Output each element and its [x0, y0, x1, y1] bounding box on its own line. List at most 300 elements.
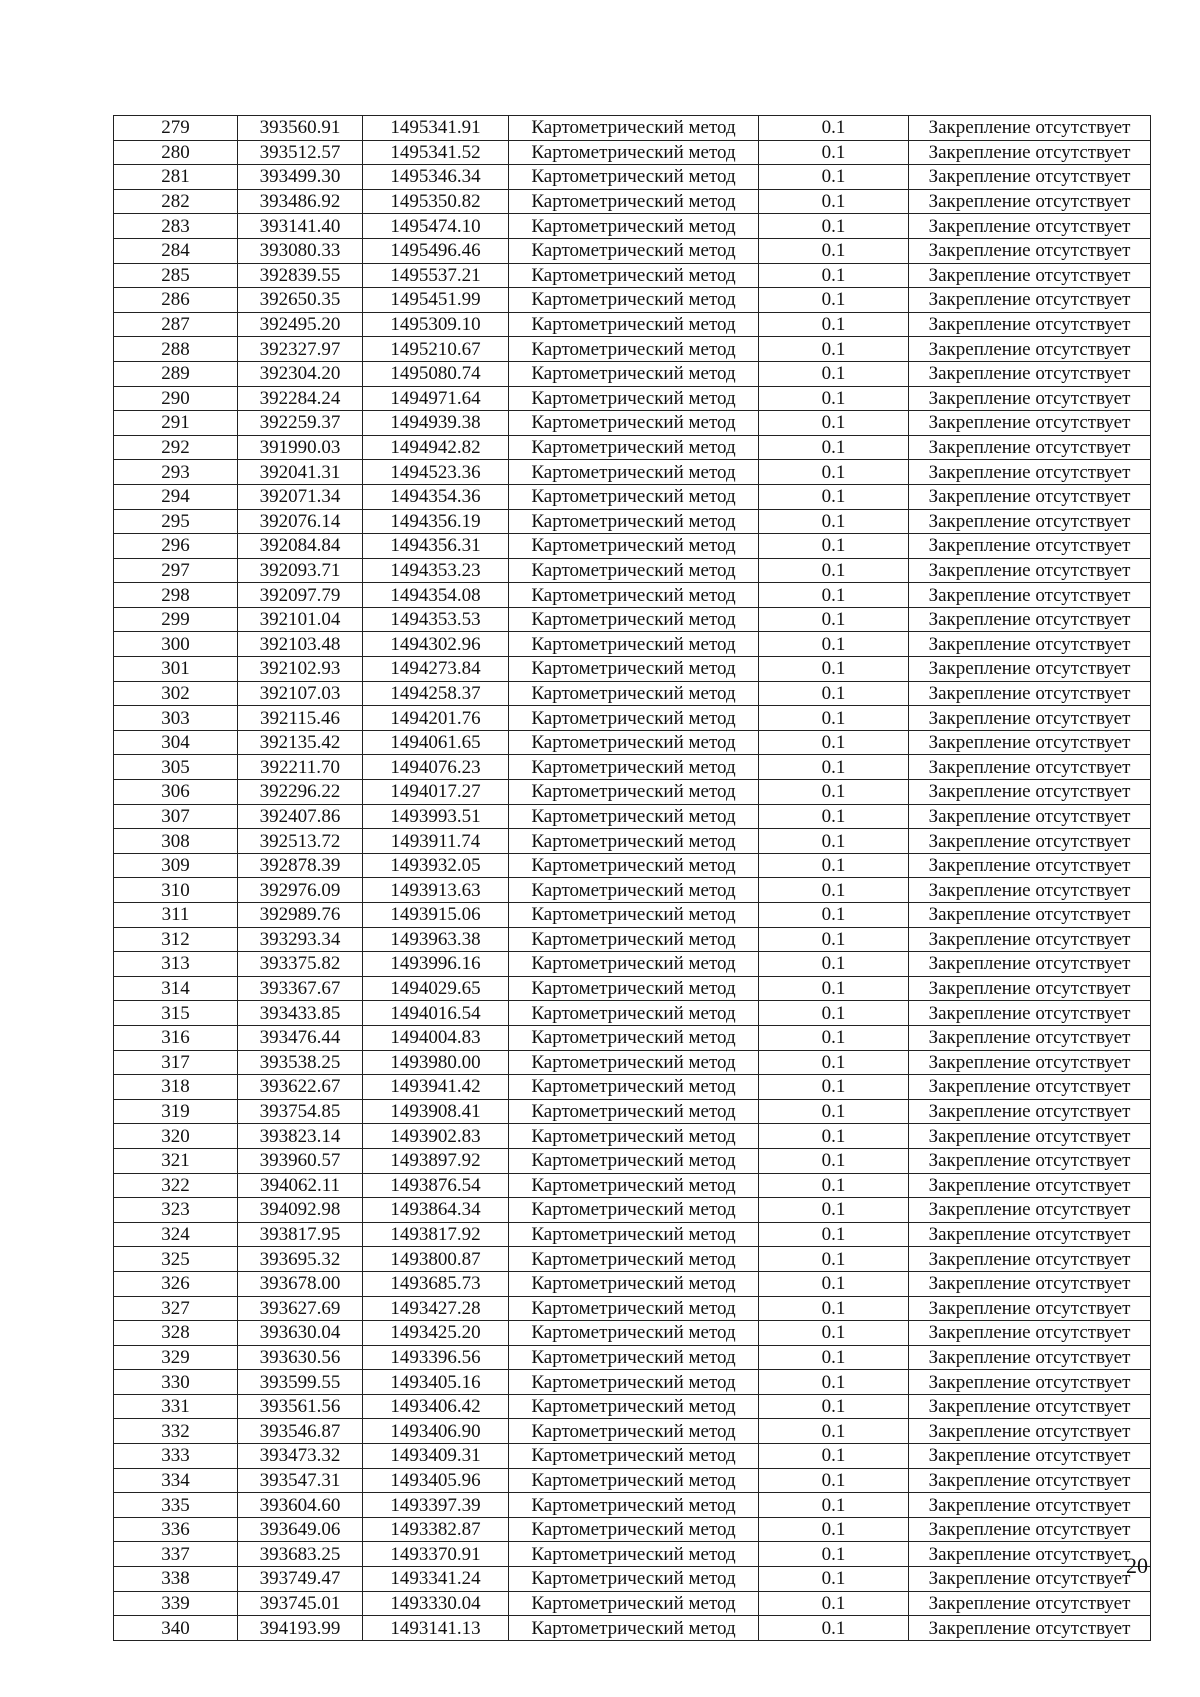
y-coordinate-cell: 1494029.65 — [363, 976, 509, 1001]
x-coordinate-cell: 392093.71 — [238, 558, 363, 583]
fixation-cell: Закрепление отсутствует — [909, 1345, 1151, 1370]
fixation-cell: Закрепление отсутствует — [909, 755, 1151, 780]
y-coordinate-cell: 1495474.10 — [363, 214, 509, 239]
y-coordinate-cell: 1495309.10 — [363, 312, 509, 337]
point-number-cell: 317 — [114, 1050, 238, 1075]
fixation-cell: Закрепление отсутствует — [909, 1148, 1151, 1173]
table-row — [114, 706, 1151, 731]
accuracy-cell: 0.1 — [759, 189, 909, 214]
x-coordinate-cell: 392135.42 — [238, 730, 363, 755]
x-coordinate-cell: 393293.34 — [238, 927, 363, 952]
method-cell: Картометрический метод — [509, 1148, 759, 1173]
point-number-cell: 326 — [114, 1271, 238, 1296]
y-coordinate-cell: 1495210.67 — [363, 337, 509, 362]
fixation-cell: Закрепление отсутствует — [909, 1247, 1151, 1272]
y-coordinate-cell: 1493141.13 — [363, 1616, 509, 1641]
fixation-cell: Закрепление отсутствует — [909, 411, 1151, 436]
fixation-cell: Закрепление отсутствует — [909, 1222, 1151, 1247]
accuracy-cell: 0.1 — [759, 1296, 909, 1321]
point-number-cell: 299 — [114, 607, 238, 632]
table-row — [114, 1247, 1151, 1272]
y-coordinate-cell: 1494258.37 — [363, 681, 509, 706]
point-number-cell: 292 — [114, 435, 238, 460]
table-row — [114, 484, 1151, 509]
x-coordinate-cell: 393754.85 — [238, 1099, 363, 1124]
fixation-cell: Закрепление отсутствует — [909, 558, 1151, 583]
x-coordinate-cell: 393745.01 — [238, 1591, 363, 1616]
y-coordinate-cell: 1493800.87 — [363, 1247, 509, 1272]
method-cell: Картометрический метод — [509, 484, 759, 509]
method-cell: Картометрический метод — [509, 632, 759, 657]
x-coordinate-cell: 392084.84 — [238, 534, 363, 559]
fixation-cell: Закрепление отсутствует — [909, 780, 1151, 805]
x-coordinate-cell: 392327.97 — [238, 337, 363, 362]
point-number-cell: 336 — [114, 1517, 238, 1542]
table-row — [114, 1468, 1151, 1493]
table-row — [114, 1493, 1151, 1518]
table-row — [114, 558, 1151, 583]
point-number-cell: 321 — [114, 1148, 238, 1173]
point-number-cell: 327 — [114, 1296, 238, 1321]
y-coordinate-cell: 1493427.28 — [363, 1296, 509, 1321]
accuracy-cell: 0.1 — [759, 263, 909, 288]
y-coordinate-cell: 1493908.41 — [363, 1099, 509, 1124]
method-cell: Картометрический метод — [509, 976, 759, 1001]
point-number-cell: 287 — [114, 312, 238, 337]
fixation-cell: Закрепление отсутствует — [909, 903, 1151, 928]
point-number-cell: 325 — [114, 1247, 238, 1272]
y-coordinate-cell: 1494942.82 — [363, 435, 509, 460]
fixation-cell: Закрепление отсутствует — [909, 681, 1151, 706]
table-row — [114, 804, 1151, 829]
y-coordinate-cell: 1493993.51 — [363, 804, 509, 829]
method-cell: Картометрический метод — [509, 1567, 759, 1592]
accuracy-cell: 0.1 — [759, 583, 909, 608]
table-row — [114, 435, 1151, 460]
fixation-cell: Закрепление отсутствует — [909, 1173, 1151, 1198]
point-number-cell: 306 — [114, 780, 238, 805]
accuracy-cell: 0.1 — [759, 1542, 909, 1567]
method-cell: Картометрический метод — [509, 1616, 759, 1641]
accuracy-cell: 0.1 — [759, 509, 909, 534]
fixation-cell: Закрепление отсутствует — [909, 927, 1151, 952]
table-row — [114, 1148, 1151, 1173]
fixation-cell: Закрепление отсутствует — [909, 1542, 1151, 1567]
x-coordinate-cell: 393499.30 — [238, 165, 363, 190]
fixation-cell: Закрепление отсутствует — [909, 853, 1151, 878]
table-row — [114, 1444, 1151, 1469]
method-cell: Картометрический метод — [509, 1468, 759, 1493]
method-cell: Картометрический метод — [509, 730, 759, 755]
x-coordinate-cell: 392878.39 — [238, 853, 363, 878]
table-row — [114, 976, 1151, 1001]
point-number-cell: 291 — [114, 411, 238, 436]
point-number-cell: 286 — [114, 288, 238, 313]
method-cell: Картометрический метод — [509, 1345, 759, 1370]
table-row — [114, 952, 1151, 977]
x-coordinate-cell: 393817.95 — [238, 1222, 363, 1247]
accuracy-cell: 0.1 — [759, 312, 909, 337]
fixation-cell: Закрепление отсутствует — [909, 238, 1151, 263]
accuracy-cell: 0.1 — [759, 1591, 909, 1616]
point-number-cell: 300 — [114, 632, 238, 657]
point-number-cell: 307 — [114, 804, 238, 829]
fixation-cell: Закрепление отсутствует — [909, 1001, 1151, 1026]
fixation-cell: Закрепление отсутствует — [909, 1394, 1151, 1419]
fixation-cell: Закрепление отсутствует — [909, 657, 1151, 682]
y-coordinate-cell: 1495346.34 — [363, 165, 509, 190]
method-cell: Картометрический метод — [509, 1419, 759, 1444]
point-number-cell: 320 — [114, 1124, 238, 1149]
method-cell: Картометрический метод — [509, 607, 759, 632]
table-row — [114, 780, 1151, 805]
method-cell: Картометрический метод — [509, 140, 759, 165]
fixation-cell: Закрепление отсутствует — [909, 1468, 1151, 1493]
point-number-cell: 281 — [114, 165, 238, 190]
point-number-cell: 282 — [114, 189, 238, 214]
accuracy-cell: 0.1 — [759, 1321, 909, 1346]
point-number-cell: 340 — [114, 1616, 238, 1641]
accuracy-cell: 0.1 — [759, 681, 909, 706]
accuracy-cell: 0.1 — [759, 460, 909, 485]
accuracy-cell: 0.1 — [759, 952, 909, 977]
method-cell: Картометрический метод — [509, 189, 759, 214]
y-coordinate-cell: 1494004.83 — [363, 1025, 509, 1050]
y-coordinate-cell: 1494353.23 — [363, 558, 509, 583]
accuracy-cell: 0.1 — [759, 829, 909, 854]
fixation-cell: Закрепление отсутствует — [909, 263, 1151, 288]
accuracy-cell: 0.1 — [759, 1370, 909, 1395]
table-row — [114, 1173, 1151, 1198]
accuracy-cell: 0.1 — [759, 780, 909, 805]
point-number-cell: 332 — [114, 1419, 238, 1444]
table-row — [114, 632, 1151, 657]
point-number-cell: 310 — [114, 878, 238, 903]
accuracy-cell: 0.1 — [759, 1616, 909, 1641]
method-cell: Картометрический метод — [509, 1025, 759, 1050]
y-coordinate-cell: 1495080.74 — [363, 361, 509, 386]
accuracy-cell: 0.1 — [759, 361, 909, 386]
x-coordinate-cell: 393367.67 — [238, 976, 363, 1001]
table-row — [114, 263, 1151, 288]
fixation-cell: Закрепление отсутствует — [909, 1493, 1151, 1518]
fixation-cell: Закрепление отсутствует — [909, 1591, 1151, 1616]
point-number-cell: 311 — [114, 903, 238, 928]
x-coordinate-cell: 392071.34 — [238, 484, 363, 509]
x-coordinate-cell: 393433.85 — [238, 1001, 363, 1026]
y-coordinate-cell: 1493405.96 — [363, 1468, 509, 1493]
method-cell: Картометрический метод — [509, 337, 759, 362]
accuracy-cell: 0.1 — [759, 140, 909, 165]
fixation-cell: Закрепление отсутствует — [909, 312, 1151, 337]
method-cell: Картометрический метод — [509, 1222, 759, 1247]
y-coordinate-cell: 1494061.65 — [363, 730, 509, 755]
y-coordinate-cell: 1493425.20 — [363, 1321, 509, 1346]
accuracy-cell: 0.1 — [759, 1517, 909, 1542]
page-number: 20 — [1126, 1553, 1148, 1578]
method-cell: Картометрический метод — [509, 853, 759, 878]
method-cell: Картометрический метод — [509, 583, 759, 608]
accuracy-cell: 0.1 — [759, 165, 909, 190]
x-coordinate-cell: 393683.25 — [238, 1542, 363, 1567]
method-cell: Картометрический метод — [509, 804, 759, 829]
point-number-cell: 314 — [114, 976, 238, 1001]
method-cell: Картометрический метод — [509, 1370, 759, 1395]
x-coordinate-cell: 393823.14 — [238, 1124, 363, 1149]
point-number-cell: 283 — [114, 214, 238, 239]
x-coordinate-cell: 393080.33 — [238, 238, 363, 263]
accuracy-cell: 0.1 — [759, 657, 909, 682]
fixation-cell: Закрепление отсутствует — [909, 460, 1151, 485]
x-coordinate-cell: 392407.86 — [238, 804, 363, 829]
fixation-cell: Закрепление отсутствует — [909, 1075, 1151, 1100]
point-number-cell: 296 — [114, 534, 238, 559]
y-coordinate-cell: 1493902.83 — [363, 1124, 509, 1149]
point-number-cell: 334 — [114, 1468, 238, 1493]
y-coordinate-cell: 1495341.52 — [363, 140, 509, 165]
method-cell: Картометрический метод — [509, 116, 759, 141]
table-row — [114, 1198, 1151, 1223]
table-row — [114, 116, 1151, 141]
y-coordinate-cell: 1493915.06 — [363, 903, 509, 928]
y-coordinate-cell: 1493382.87 — [363, 1517, 509, 1542]
table-row — [114, 730, 1151, 755]
x-coordinate-cell: 392976.09 — [238, 878, 363, 903]
x-coordinate-cell: 393622.67 — [238, 1075, 363, 1100]
method-cell: Картометрический метод — [509, 657, 759, 682]
point-number-cell: 284 — [114, 238, 238, 263]
table-row — [114, 337, 1151, 362]
fixation-cell: Закрепление отсутствует — [909, 1050, 1151, 1075]
table-row — [114, 411, 1151, 436]
y-coordinate-cell: 1493996.16 — [363, 952, 509, 977]
point-number-cell: 330 — [114, 1370, 238, 1395]
table-row — [114, 288, 1151, 313]
fixation-cell: Закрепление отсутствует — [909, 361, 1151, 386]
accuracy-cell: 0.1 — [759, 607, 909, 632]
table-row — [114, 460, 1151, 485]
fixation-cell: Закрепление отсутствует — [909, 288, 1151, 313]
x-coordinate-cell: 392097.79 — [238, 583, 363, 608]
accuracy-cell: 0.1 — [759, 804, 909, 829]
x-coordinate-cell: 392107.03 — [238, 681, 363, 706]
table-row — [114, 214, 1151, 239]
method-cell: Картометрический метод — [509, 1099, 759, 1124]
point-number-cell: 295 — [114, 509, 238, 534]
x-coordinate-cell: 393547.31 — [238, 1468, 363, 1493]
table-row — [114, 853, 1151, 878]
table-row — [114, 1296, 1151, 1321]
accuracy-cell: 0.1 — [759, 853, 909, 878]
y-coordinate-cell: 1495341.91 — [363, 116, 509, 141]
accuracy-cell: 0.1 — [759, 1124, 909, 1149]
accuracy-cell: 0.1 — [759, 1001, 909, 1026]
accuracy-cell: 0.1 — [759, 1075, 909, 1100]
y-coordinate-cell: 1494353.53 — [363, 607, 509, 632]
accuracy-cell: 0.1 — [759, 1444, 909, 1469]
table-row — [114, 1591, 1151, 1616]
y-coordinate-cell: 1493370.91 — [363, 1542, 509, 1567]
table-row — [114, 238, 1151, 263]
method-cell: Картометрический метод — [509, 1198, 759, 1223]
method-cell: Картометрический метод — [509, 681, 759, 706]
method-cell: Картометрический метод — [509, 1247, 759, 1272]
method-cell: Картометрический метод — [509, 1050, 759, 1075]
method-cell: Картометрический метод — [509, 706, 759, 731]
point-number-cell: 303 — [114, 706, 238, 731]
accuracy-cell: 0.1 — [759, 1198, 909, 1223]
accuracy-cell: 0.1 — [759, 1148, 909, 1173]
point-number-cell: 288 — [114, 337, 238, 362]
fixation-cell: Закрепление отсутствует — [909, 583, 1151, 608]
x-coordinate-cell: 393604.60 — [238, 1493, 363, 1518]
method-cell: Картометрический метод — [509, 1124, 759, 1149]
fixation-cell: Закрепление отсутствует — [909, 1517, 1151, 1542]
method-cell: Картометрический метод — [509, 509, 759, 534]
method-cell: Картометрический метод — [509, 238, 759, 263]
x-coordinate-cell: 392304.20 — [238, 361, 363, 386]
point-number-cell: 339 — [114, 1591, 238, 1616]
accuracy-cell: 0.1 — [759, 1050, 909, 1075]
point-number-cell: 294 — [114, 484, 238, 509]
table-row — [114, 1271, 1151, 1296]
point-number-cell: 301 — [114, 657, 238, 682]
x-coordinate-cell: 392284.24 — [238, 386, 363, 411]
y-coordinate-cell: 1493330.04 — [363, 1591, 509, 1616]
y-coordinate-cell: 1493406.90 — [363, 1419, 509, 1444]
accuracy-cell: 0.1 — [759, 730, 909, 755]
method-cell: Картометрический метод — [509, 1001, 759, 1026]
fixation-cell: Закрепление отсутствует — [909, 1296, 1151, 1321]
point-number-cell: 305 — [114, 755, 238, 780]
y-coordinate-cell: 1493409.31 — [363, 1444, 509, 1469]
y-coordinate-cell: 1494017.27 — [363, 780, 509, 805]
x-coordinate-cell: 393473.32 — [238, 1444, 363, 1469]
x-coordinate-cell: 393546.87 — [238, 1419, 363, 1444]
table-row — [114, 361, 1151, 386]
accuracy-cell: 0.1 — [759, 1025, 909, 1050]
fixation-cell: Закрепление отсутствует — [909, 976, 1151, 1001]
accuracy-cell: 0.1 — [759, 1567, 909, 1592]
fixation-cell: Закрепление отсутствует — [909, 1567, 1151, 1592]
y-coordinate-cell: 1494939.38 — [363, 411, 509, 436]
point-number-cell: 333 — [114, 1444, 238, 1469]
x-coordinate-cell: 393561.56 — [238, 1394, 363, 1419]
y-coordinate-cell: 1493406.42 — [363, 1394, 509, 1419]
fixation-cell: Закрепление отсутствует — [909, 1099, 1151, 1124]
table-row — [114, 140, 1151, 165]
point-number-cell: 289 — [114, 361, 238, 386]
y-coordinate-cell: 1493911.74 — [363, 829, 509, 854]
x-coordinate-cell: 393678.00 — [238, 1271, 363, 1296]
table-row — [114, 903, 1151, 928]
y-coordinate-cell: 1495451.99 — [363, 288, 509, 313]
y-coordinate-cell: 1493397.39 — [363, 1493, 509, 1518]
method-cell: Картометрический метод — [509, 263, 759, 288]
x-coordinate-cell: 393630.56 — [238, 1345, 363, 1370]
point-number-cell: 285 — [114, 263, 238, 288]
y-coordinate-cell: 1495496.46 — [363, 238, 509, 263]
method-cell: Картометрический метод — [509, 534, 759, 559]
point-number-cell: 331 — [114, 1394, 238, 1419]
accuracy-cell: 0.1 — [759, 1099, 909, 1124]
table-row — [114, 829, 1151, 854]
table-row — [114, 681, 1151, 706]
method-cell: Картометрический метод — [509, 558, 759, 583]
table-row — [114, 1345, 1151, 1370]
table-row — [114, 189, 1151, 214]
accuracy-cell: 0.1 — [759, 632, 909, 657]
method-cell: Картометрический метод — [509, 1517, 759, 1542]
accuracy-cell: 0.1 — [759, 337, 909, 362]
accuracy-cell: 0.1 — [759, 484, 909, 509]
accuracy-cell: 0.1 — [759, 288, 909, 313]
method-cell: Картометрический метод — [509, 288, 759, 313]
point-number-cell: 308 — [114, 829, 238, 854]
table-row — [114, 583, 1151, 608]
y-coordinate-cell: 1494302.96 — [363, 632, 509, 657]
table-row — [114, 312, 1151, 337]
y-coordinate-cell: 1493897.92 — [363, 1148, 509, 1173]
method-cell: Картометрический метод — [509, 165, 759, 190]
table-row — [114, 165, 1151, 190]
table-row — [114, 1321, 1151, 1346]
fixation-cell: Закрепление отсутствует — [909, 534, 1151, 559]
table-row — [114, 1075, 1151, 1100]
method-cell: Картометрический метод — [509, 361, 759, 386]
table-row — [114, 1616, 1151, 1641]
x-coordinate-cell: 393960.57 — [238, 1148, 363, 1173]
table-row — [114, 1124, 1151, 1149]
method-cell: Картометрический метод — [509, 1591, 759, 1616]
accuracy-cell: 0.1 — [759, 1222, 909, 1247]
method-cell: Картометрический метод — [509, 386, 759, 411]
fixation-cell: Закрепление отсутствует — [909, 386, 1151, 411]
y-coordinate-cell: 1493876.54 — [363, 1173, 509, 1198]
y-coordinate-cell: 1494273.84 — [363, 657, 509, 682]
x-coordinate-cell: 394062.11 — [238, 1173, 363, 1198]
point-number-cell: 290 — [114, 386, 238, 411]
method-cell: Картометрический метод — [509, 829, 759, 854]
x-coordinate-cell: 393512.57 — [238, 140, 363, 165]
fixation-cell: Закрепление отсутствует — [909, 1124, 1151, 1149]
y-coordinate-cell: 1493864.34 — [363, 1198, 509, 1223]
y-coordinate-cell: 1495350.82 — [363, 189, 509, 214]
method-cell: Картометрический метод — [509, 903, 759, 928]
y-coordinate-cell: 1493817.92 — [363, 1222, 509, 1247]
fixation-cell: Закрепление отсутствует — [909, 1025, 1151, 1050]
accuracy-cell: 0.1 — [759, 1173, 909, 1198]
point-number-cell: 309 — [114, 853, 238, 878]
table-row — [114, 1025, 1151, 1050]
method-cell: Картометрический метод — [509, 780, 759, 805]
fixation-cell: Закрепление отсутствует — [909, 1271, 1151, 1296]
method-cell: Картометрический метод — [509, 435, 759, 460]
y-coordinate-cell: 1494356.19 — [363, 509, 509, 534]
point-number-cell: 329 — [114, 1345, 238, 1370]
table-row — [114, 386, 1151, 411]
y-coordinate-cell: 1493941.42 — [363, 1075, 509, 1100]
accuracy-cell: 0.1 — [759, 214, 909, 239]
point-number-cell: 319 — [114, 1099, 238, 1124]
fixation-cell: Закрепление отсутствует — [909, 165, 1151, 190]
table-row — [114, 1222, 1151, 1247]
x-coordinate-cell: 392101.04 — [238, 607, 363, 632]
point-number-cell: 315 — [114, 1001, 238, 1026]
x-coordinate-cell: 393375.82 — [238, 952, 363, 977]
point-number-cell: 318 — [114, 1075, 238, 1100]
point-number-cell: 297 — [114, 558, 238, 583]
